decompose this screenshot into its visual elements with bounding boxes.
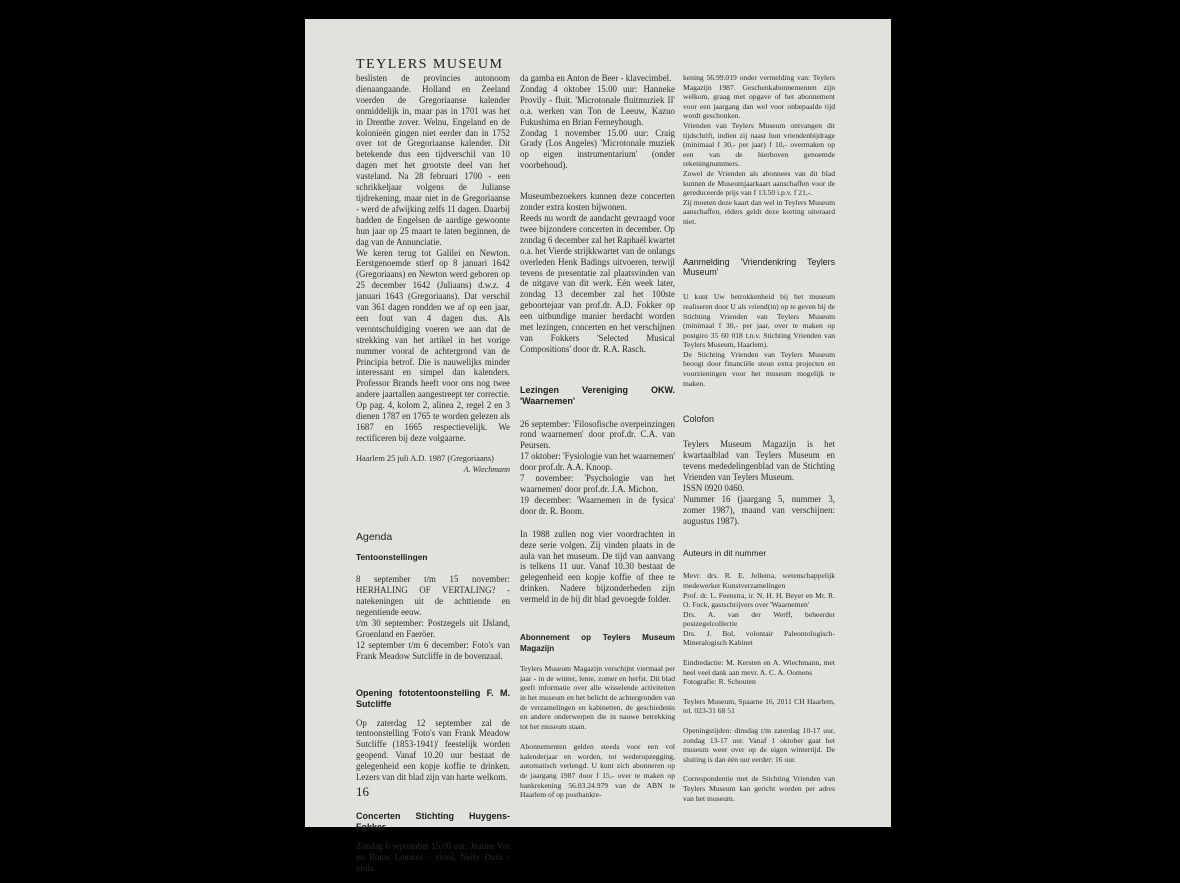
- concert-item-3: Zondag 1 november 15.00 uur: Craig Grady (Los Angeles) 'Microtonale muziek op eigen instrumentarium' (onder voorbehoud).: [520, 127, 675, 171]
- concerten-text: Zondag 6 september 15.00 uur: Jeanne Vos en Bouw Lemkes - viool, Nelly Duin - viola: [356, 840, 510, 873]
- lezing-item-2: 17 oktober: 'Fysiologie van het waarnemen' door prof.dr. A.A. Knoop.: [520, 451, 675, 473]
- auteur-4: Drs. J. Bol, volontair Paleontologisch-Mineralogisch Kabinet: [683, 628, 835, 648]
- abonnement-title: Abonnement op Teylers Museum Magazijn: [520, 633, 675, 653]
- colofon-text-2: ISSN 0920 0460.: [683, 482, 745, 493]
- tentoon-item-2: t/m 30 september: Postzegels uit IJsland, Groenland en Faeröer.: [356, 618, 510, 639]
- concert-item-2: Zondag 4 oktober 15.00 uur: Hanneke Provily - fluit. 'Microtonale fluitmuziek II' o.a. werken van Ton de Leeuw, Kazuo Fukushima en Brian Ferneyhough.: [520, 83, 675, 127]
- museum-adres: Teylers Museum, Spaarne 16, 2011 CH Haarlem, tel. 023-31 68 51: [683, 696, 835, 716]
- aanmelding-text-1: U kunt Uw betrokkenheid bij het museum realiseren door U als vriend(in) op te geven bij de Stichting Vrienden van Teylers Museum (minimaal f 30,- per jaar, over te maken op postgiro 35 60 018 t.n.v. Stichting Vrienden van Teylers Museum, Haarlem).: [683, 292, 835, 350]
- opening-text: Op zaterdag 12 september zal de tentoonstelling 'Foto's van Frank Meadow Sutcliffe (1853-1941)' feestelijk worden geopend. Vanaf 10.20 uur bestaat de gelegenheid een kopje koffie te drinken. Lezers van dit blad zijn van harte welkom.: [356, 717, 510, 783]
- signoff-date: Haarlem 25 juli A.D. 1987 (Gregoriaans): [356, 453, 494, 463]
- abonnement-text-2: Abonnementen gelden steeds voor een vol kalenderjaar en worden, tot wederopzegging, automatisch verlengd. U kunt zich abonneren op de jaargang 1987 door f 15,- over te maken op bankrekening 56.03.24.979 van de ABN te Haarlem of op postbankre-: [520, 741, 675, 800]
- auteur-2: Prof. dr. L. Feenstra, ir. N. H. H. Beyer en Mr. R. O. Fock, gastschrijvers over 'Waarnemen': [683, 590, 835, 610]
- lezingen-title: Lezingen Vereniging OKW. 'Waarnemen': [520, 384, 675, 406]
- abonnement-cont: kening 56.99.019 onder vermelding van: Teylers Magazijn 1987. Geschenkabonnementen zijn welkom, graag met opgave of het abonnement voor een jaargang dan wel voor onbepaalde tijd wordt geschonken.: [683, 73, 835, 121]
- signoff-name: A. Wiechmann: [463, 464, 510, 474]
- vrienden-text: Vrienden van Teylers Museum ontvangen dit tijdschrift, indien zij naast hun vriendenbijdrage (minimaal f 30,- per jaar) f 10,- overmaken op een van de hierboven genoemde rekeningnummers.: [683, 120, 835, 169]
- intro-paragraph: beslisten de provincies autonoom dienaangaande. Holland en Zeeland voerden de Gregoriaanse kalender onmiddelijk in, maar pas in 1701 was het in Drenthe zover. Welnu, Engeland en de kolonieën gingen niet eerder dan in 1752 over tot de Gregoriaanse kalender. Dit betekende dus een tijdverschil van 10 dagen met het grootste deel van het vasteland. Na 28 februari 1700 - een schrikkeljaar volgens de Julianse tijdrekening, maar niet in de Gregoriaanse - werd de afwijking zelfs 11 dagen. Daarbij hadden de Engelsen de aardige gewoonte hun jaar op 25 maart te laten beginnen, de dag van de Annunciatie.: [356, 73, 510, 247]
- kaart-text: Zij moeten deze kaart dan wel in Teylers Museum aanschaffen, elders geldt deze korting uiteraard niet.: [683, 197, 835, 226]
- tentoon-item-3: 12 september t/m 6 december: Foto's van Frank Meadow Sutcliffe in de bovenzaal.: [356, 639, 510, 661]
- aanmelding-text-2: De Stichting Vrienden van Teylers Museum beoogt door financiële steun extra projecten en voorzieningen voor het museum mogelijk te maken.: [683, 349, 835, 388]
- lezing-item-1: 26 september: 'Filosofische overpeinzingen rond waarnemen' door prof.dr. C.A. van Peursen.: [520, 418, 675, 451]
- auteur-3: Drs. A. van der Werff, beheerder postzegelcollectie: [683, 609, 835, 629]
- opening-title: Opening fototentoonstelling F. M. Sutcliffe: [356, 687, 510, 709]
- colofon-title: Colofon: [683, 414, 715, 425]
- masthead: TEYLERS MUSEUM: [356, 57, 504, 72]
- magazine-page: [305, 19, 891, 873]
- column-1: [356, 73, 510, 883]
- fotografie: Fotografie: R. Schouten: [683, 677, 756, 687]
- column-2: [520, 73, 675, 800]
- tentoon-item-1: 8 september t/m 15 november: HERHALING OF VERTALING? - natekeningen uit de achttiende en negentiende eeuw.: [356, 574, 510, 618]
- abonnees-text: Zowel de Vrienden als abonnees van dit blad kunnen de Museumjaarkaart aanschaffen voor de gereduceerde prijs van f 13.50 i.p.v. f 21,-.: [683, 168, 835, 198]
- auteur-1: Mevr. drs. R. E. Jellema, wetenschappelijk medewerker Kunstverzamelingen: [683, 571, 835, 590]
- agenda-title: Agenda: [356, 530, 393, 543]
- colofon-text-3: Nummer 16 (jaargang 5, nummer 3, zomer 1987), maand van verschijnen: augustus 1987).: [683, 493, 835, 526]
- museum-note-1: Museumbezoekers kunnen deze concerten zonder extra kosten bijwonen.: [520, 191, 675, 213]
- concerten-cont: da gamba en Anton de Beer - klavecimbel.: [520, 73, 672, 83]
- tentoonstellingen-title: Tentoonstellingen: [356, 551, 428, 562]
- openingstijden: Openingstijden: dinsdag t/m zaterdag 10-17 uur, zondag 13-17 uur. Vanaf 1 oktober gaat het museum weer over op de eigen wintertijd. De sluiting is dan één uur eerder: 16 uur.: [683, 726, 835, 764]
- museum-note-2: Reeds nu wordt de aandacht gevraagd voor twee bijzondere concerten in december. Op zondag 6 december zal het Raphaël kwartet o.a. het Vierde strijkkwartet van de onlangs overleden Henk Badings uitvoeren, terwijl tevens de presentatie zal plaatsvinden van de uitgave van dit werk. Eén week later, zondag 13 december zal het 100ste geboortejaar van prof.dr. A.D. Fokker op een uitbundige manier herdacht worden met lezingen, concerten en het verschijnen van Fokkers 'Selected Musical Compositions' door dr. R.A. Rasch.: [520, 212, 675, 354]
- aanmelding-title: Aanmelding 'Vriendenkring Teylers Museum': [683, 256, 835, 278]
- lezing-info: In 1988 zullen nog vier voordrachten in deze serie volgen. Zij vinden plaats in de aula van het museum. De tijd van aanvang is telkens 11 uur. Vanaf 10.30 bestaat de gelegenheid een kopje koffie of thee te drinken. Nadere bijzonderheden zijn vermeld in de bij dit blad gevoegde folder.: [520, 528, 675, 605]
- lezing-item-4: 19 december: 'Waarnemen in de fysica' door dr. R. Boom.: [520, 494, 675, 516]
- column-3: [683, 73, 835, 803]
- lezing-item-3: 7 november: 'Psychologie van het waarnemen' door prof.dr. J.A. Michon.: [520, 473, 675, 494]
- correspondentie: Correspondentie met de Stichting Vrienden van Teylers Museum kan gericht worden per adres van het museum.: [683, 774, 835, 803]
- concerten-title: Concerten Stichting Huygens-Fokker: [356, 810, 510, 832]
- colofon-text-1: Teylers Museum Magazijn is het kwartaalblad van Teylers Museum en tevens mededelingenblad van de Stichting Vrienden van Teylers Museum.: [683, 439, 835, 482]
- newton-paragraph: We keren terug tot Galilei en Newton. Eerstgenoemde stierf op 8 januari 1642 (Gregoriaans) en Newton werd geboren op 25 december 1642 (Juliaans) d.w.z. 4 januari 1643 (Gregoriaans). Dat verschil van 361 dagen rondden we af op een jaar, een fout van 4 dagen dus. Als verontschuldiging voeren we aan dat de strekking van het artikel in het vorige nummer vooral de achtergrond van de Principia betrof. Die is nauwelijks minder interessant en simpel dan kalenders. Professor Brands heeft voor ons nog twee andere jaartallen aangestreept ter correctie. Op pag. 4, kolom 2, alinea 2, regel 2 en 3 dienen 1787 en 1765 te worden gelezen als 1687 en 1665 respectievelijk. We rectificeren bij deze volgaarne.: [356, 247, 510, 443]
- abonnement-text-1: Teylers Museum Magazijn verschijnt viermaal per jaar - in de winter, lente, zomer en herfst. Dit blad geeft informatie over alle wisselende activiteiten in het museum en het belicht de achtergronden van de verzamelingen en kabinetten, de geschiedenis en andere onderwerpen die in nauwe betrekking tot het museum staan.: [520, 663, 675, 732]
- eindredactie: Eindredactie: M. Kersten en A. Wiechmann, met heel veel dank aan mevr. A. C. A. Oomens: [683, 658, 835, 677]
- auteurs-title: Auteurs in dit nummer: [683, 548, 767, 559]
- page-number: 16: [356, 784, 369, 799]
